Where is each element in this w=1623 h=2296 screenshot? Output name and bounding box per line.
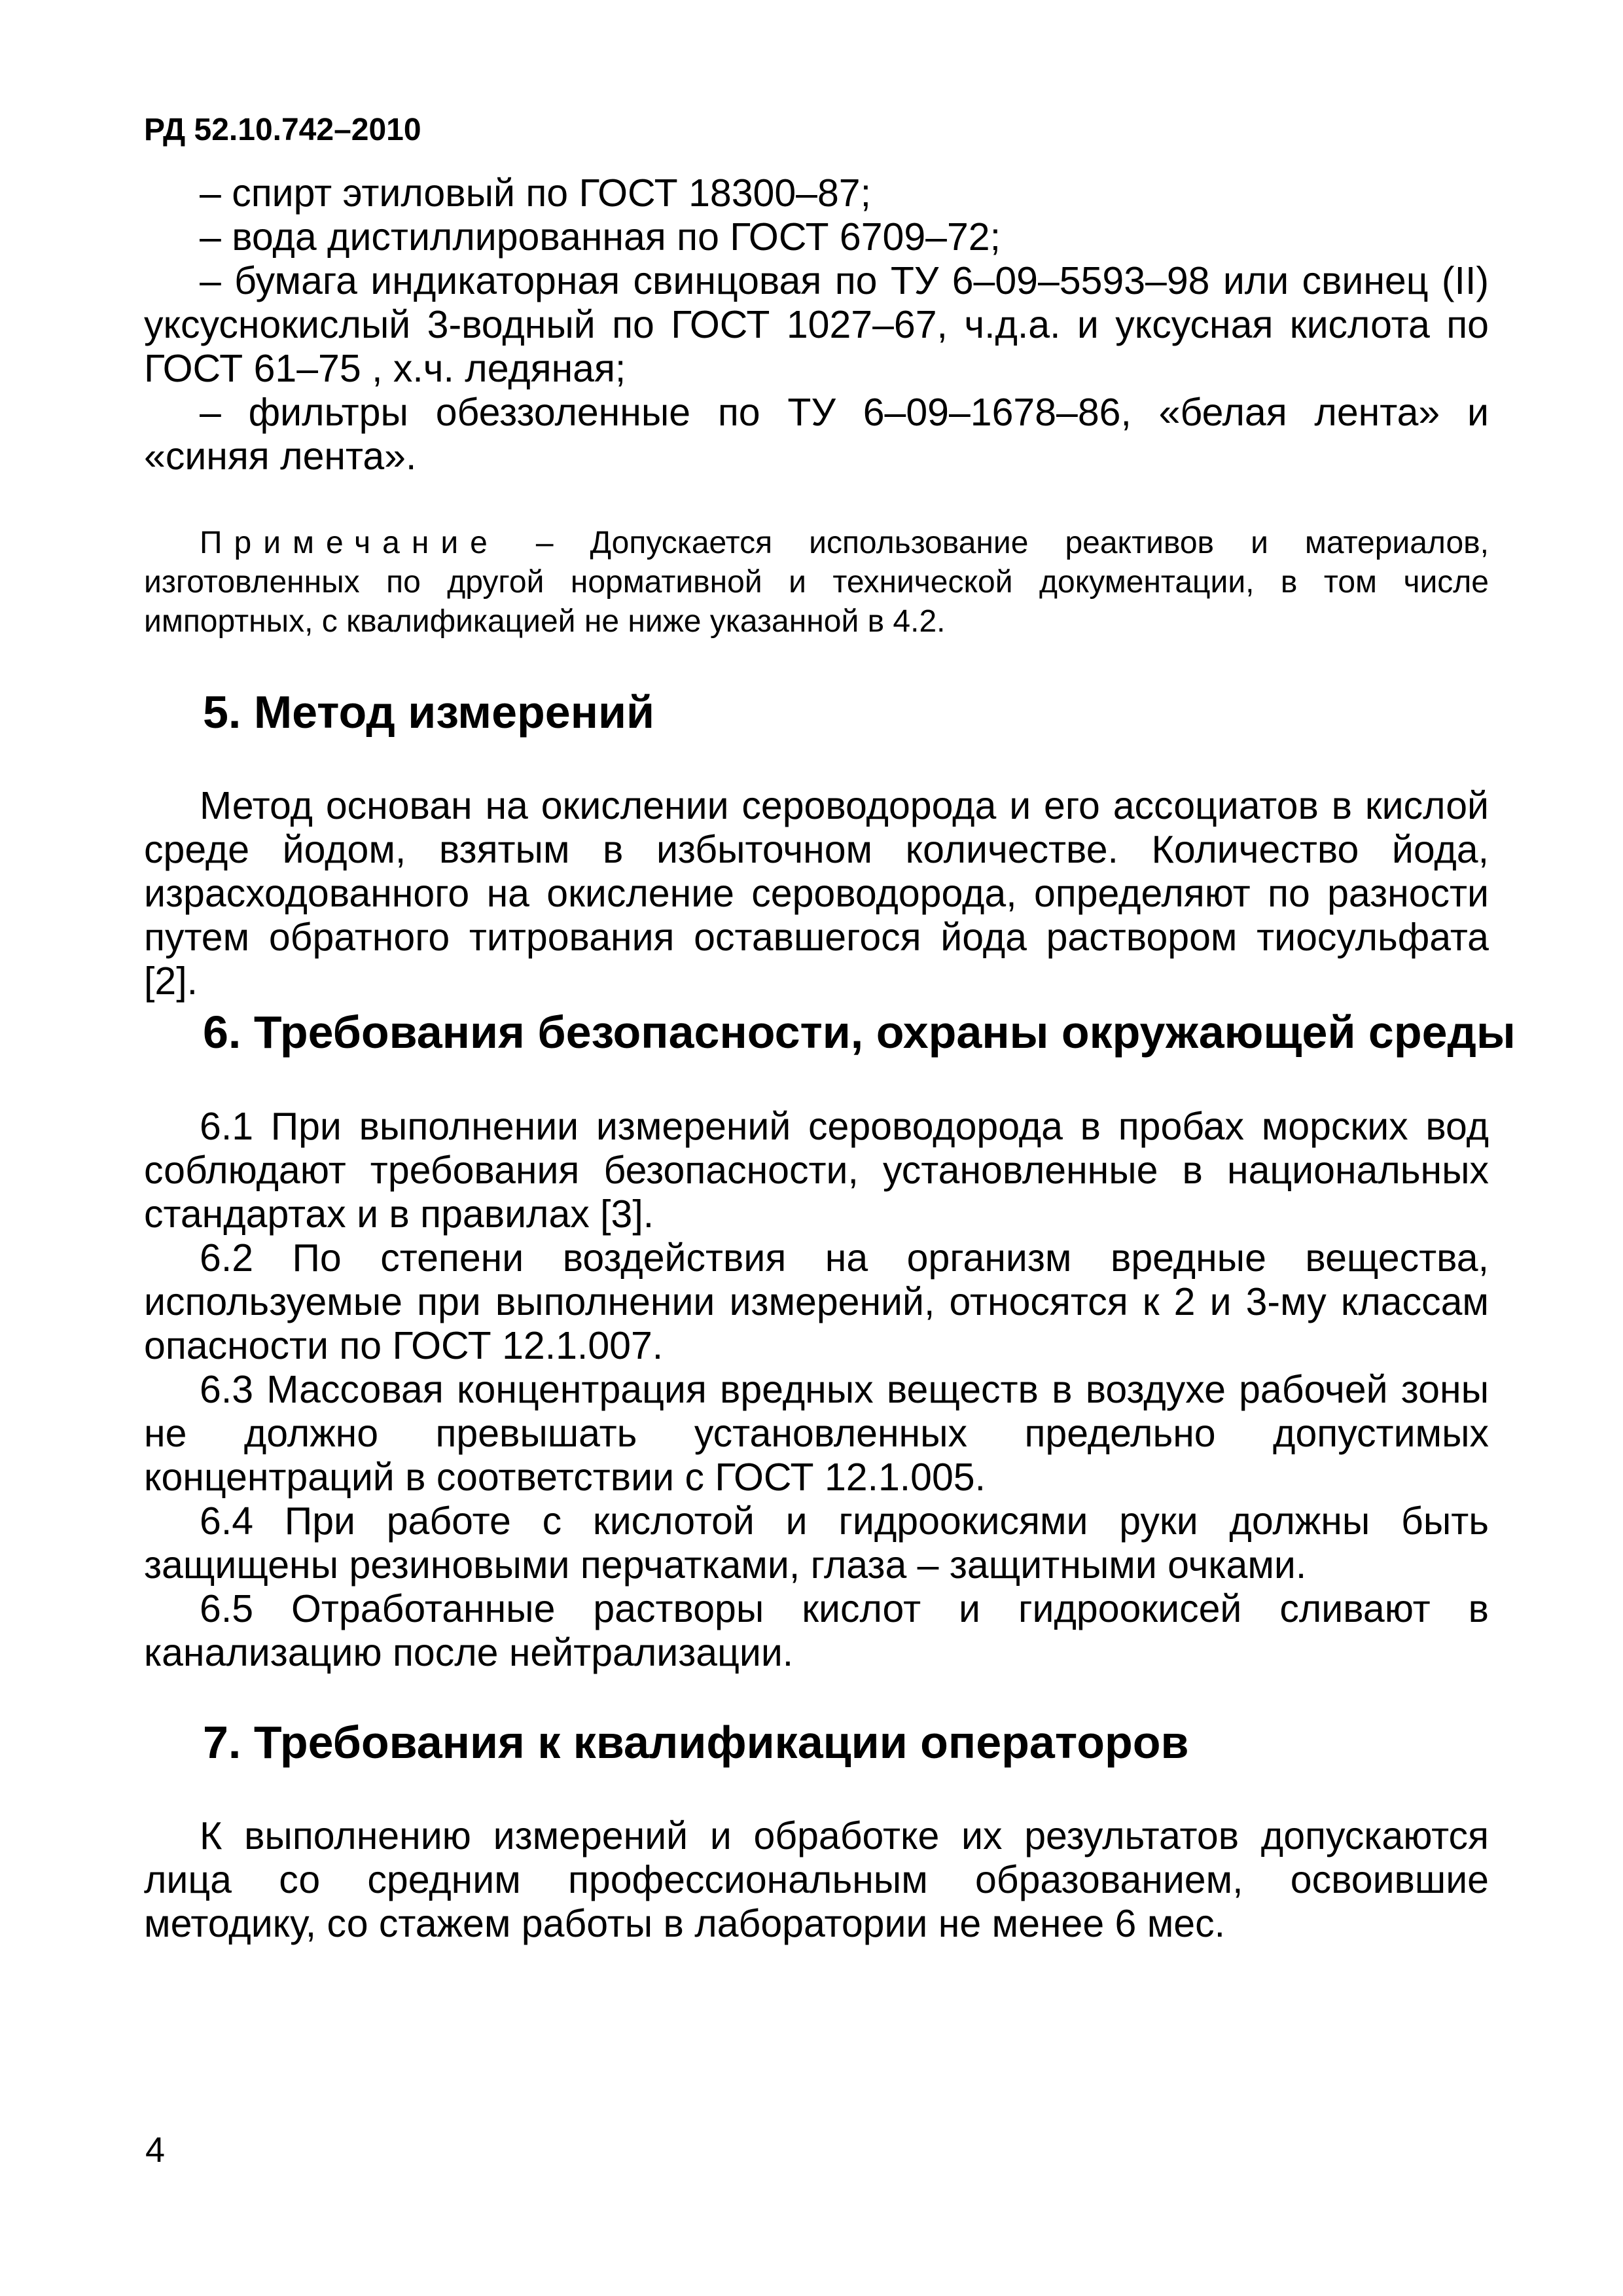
page-number: 4: [145, 2130, 166, 2170]
note-text: – Допускается использование реактивов и материалов, изготовленных по другой нормативной и технической документации, в том числе импортных, с квалификацией не ниже указанной в 4.2.: [144, 526, 1489, 639]
document-header: РД 52.10.742–2010: [144, 113, 421, 147]
section-6-heading: 6. Требования безопасности, охраны окружающей среды: [203, 1007, 1516, 1058]
section-6-item-4: 6.4 При работе с кислотой и гидроокисями руки должны быть защищены резиновыми перчатками, глаза – защитными очками.: [144, 1499, 1489, 1587]
material-item-indicator-paper: – бумага индикаторная свинцовая по ТУ 6–09–5593–98 или свинец (II) уксуснокислый 3-водный по ГОСТ 1027–67, ч.д.а. и уксусная кислота по ГОСТ 61–75 , х.ч. ледяная;: [144, 259, 1489, 390]
section-5-heading: 5. Метод измерений: [203, 687, 655, 738]
section-6-item-1: 6.1 При выполнении измерений сероводорода в пробах морских вод соблюдают требования безопасности, установленные в национальных стандартах и в правилах [3].: [144, 1105, 1489, 1236]
section-6-item-3: 6.3 Массовая концентрация вредных веществ в воздухе рабочей зоны не должно превышать установленных предельно допустимых концентраций в соответствии с ГОСТ 12.1.005.: [144, 1368, 1489, 1499]
material-item-filters: – фильтры обеззоленные по ТУ 6–09–1678–86, «белая лента» и «синяя лента».: [144, 391, 1489, 478]
section-7-text: К выполнению измерений и обработке их результатов допускаются лица со средним профессиональным образованием, освоившие методику, со стажем работы в лаборатории не менее 6 мес.: [144, 1814, 1489, 1945]
section-6-item-5: 6.5 Отработанные растворы кислот и гидроокисей сливают в канализацию после нейтрализации.: [144, 1587, 1489, 1674]
note-paragraph: [144, 524, 1489, 641]
note-label: Примечание: [200, 526, 499, 560]
material-item-distilled-water: – вода дистиллированная по ГОСТ 6709–72;: [200, 215, 1001, 259]
section-7-heading: 7. Требования к квалификации операторов: [203, 1717, 1189, 1768]
section-6-item-2: 6.2 По степени воздействия на организм вредные вещества, используемые при выполнении измерений, относятся к 2 и 3-му классам опасности по ГОСТ 12.1.007.: [144, 1236, 1489, 1367]
material-item-ethanol: – спирт этиловый по ГОСТ 18300–87;: [200, 171, 871, 215]
section-5-text: Метод основан на окислении сероводорода и его ассоциатов в кислой среде йодом, взятым в избыточном количестве. Количество йода, израсходованного на окисление сероводорода, определяют по разности путем обратного титрования оставшегося йода раствором тиосульфата [2].: [144, 784, 1489, 1003]
